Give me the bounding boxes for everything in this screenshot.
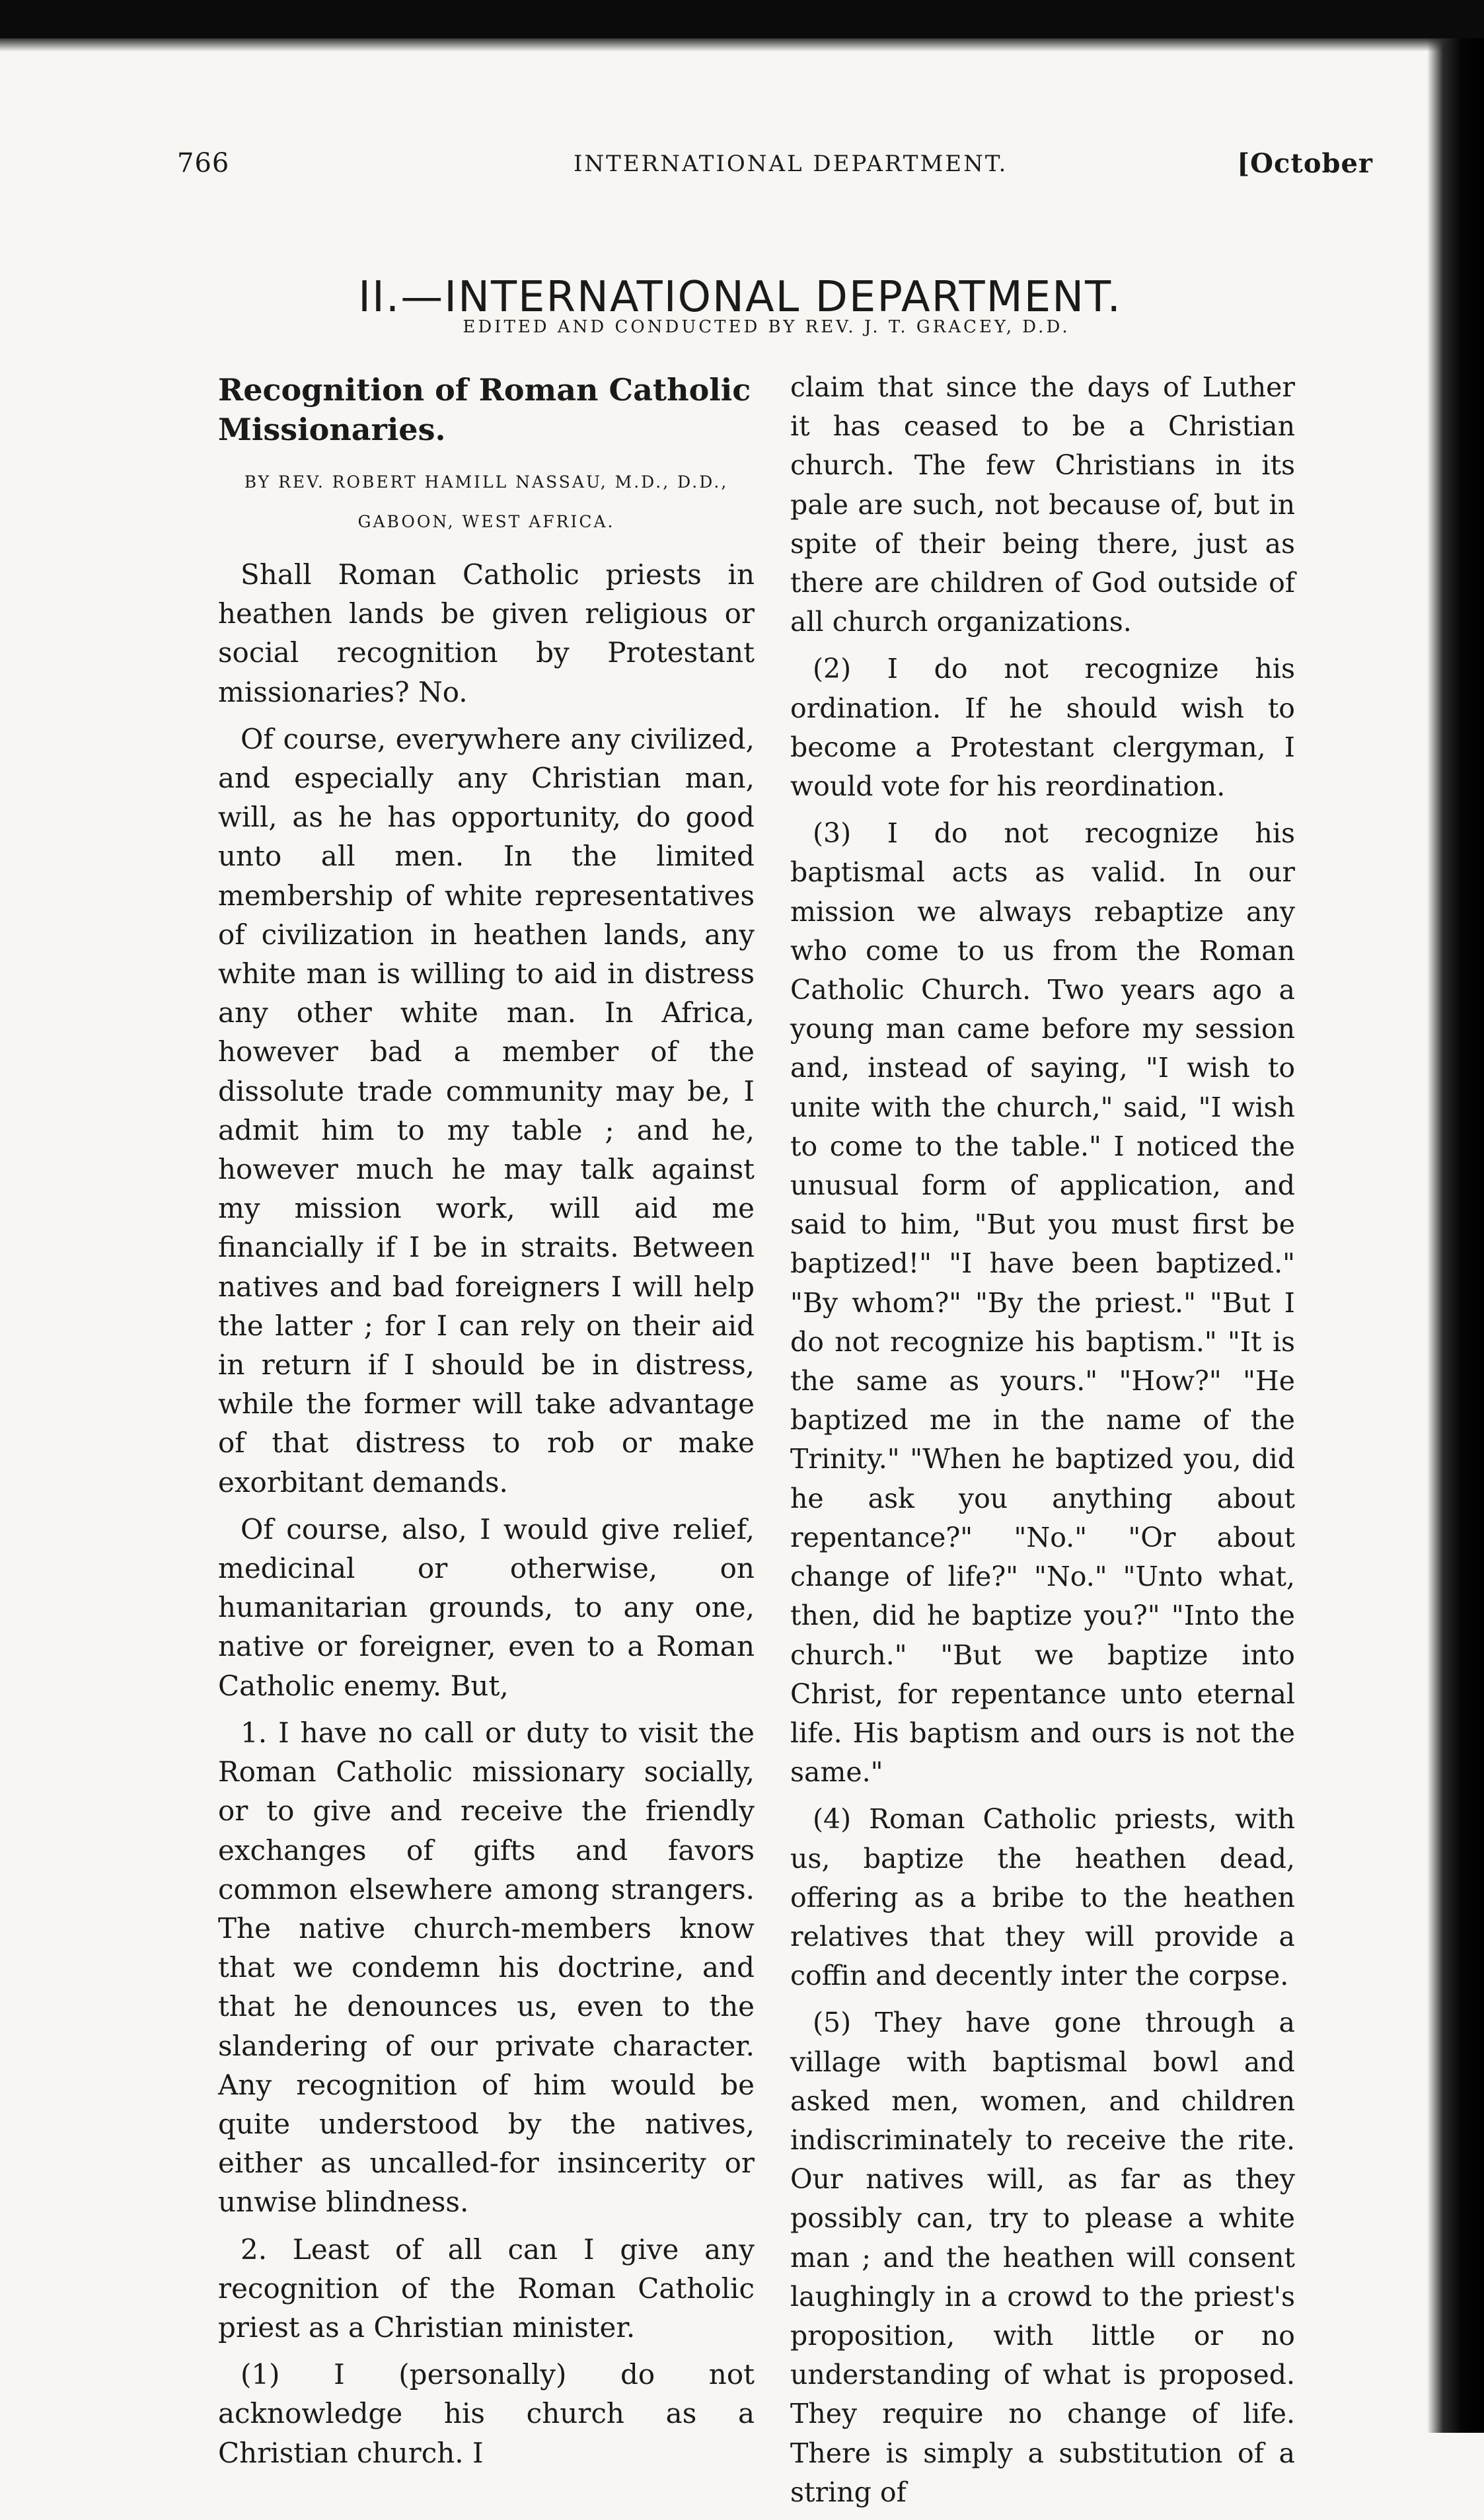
paragraph: 2. Least of all can I give any recognition of the Roman Catholic priest as a Christian minister. <box>218 2233 755 2344</box>
running-title: INTERNATIONAL DEPARTMENT. <box>574 151 1008 177</box>
paragraph: (3) I do not recognize his baptismal acts as valid. In our mission we always rebaptize any who come to us from the Roman Catholic Church. Two years ago a young man came before my session and, instead of saying, "I wish to unite with the church," said, "I wish to come to the table." I noticed the unusual form of application, and said to him, "But you must first be baptized!" "I have been baptized." "By whom?" "By the priest." "But I do not recognize his baptism." "It is the same as yours." "How?" "He baptized me in the name of the Trinity." "When he baptized you, did he ask you anything about repentance?" "No." "Or about change of life?" "No." "Unto what, then, did he baptize you?" "Into the church." "But we baptize into Christ, for repentance unto eternal life. His baptism and ours is not the same." <box>790 817 1295 1789</box>
paragraph: (4) Roman Catholic priests, with us, baptize the heathen dead, offering as a bribe to the heathen relatives that they will provide a coffin and decently inter the corpse. <box>790 1803 1295 1992</box>
scan-edge-right <box>1427 38 1484 2433</box>
article-title: Recognition of Roman Catholic Missionaries. <box>218 372 751 447</box>
paragraph: (1) I (personally) do not acknowledge his church as a Christian church. I <box>218 2358 755 2469</box>
article-byline: BY REV. ROBERT HAMILL NASSAU, M.D., D.D., GABOON, WEST AFRICA. <box>244 472 729 531</box>
left-column <box>218 370 755 2480</box>
paragraph: (5) They have gone through a village with baptismal bowl and asked men, women, and children indiscriminately to receive the rite. Our natives will, as far as they possibly can, try to please a white man ; and the heathen will consent laughingly in a crowd to the priest's proposition, with little or no understanding of what is proposed. They require no change of life. There is simply a substitution of a string of <box>790 2007 1295 2508</box>
section-title: II.—INTERNATIONAL DEPARTMENT. <box>358 272 1122 322</box>
running-month: [October <box>1237 148 1373 179</box>
paragraph: 1. I have no call or duty to visit the Roman Catholic missionary socially, or to give and receive the friendly exchanges of gifts and favors common elsewhere among strangers. The native church-members know that we condemn his doctrine, and that he denounces us, even to the slandering of our private character. Any recognition of him would be quite understood by the natives, either as uncalled-for insincerity or unwise blindness. <box>218 1716 755 2219</box>
page-number: 766 <box>177 148 230 178</box>
paragraph: Shall Roman Catholic priests in heathen lands be given religious or social recognition by Protestant missionaries? No. <box>218 558 755 708</box>
scan-edge-top <box>0 0 1484 38</box>
paragraph: (2) I do not recognize his ordination. If he should wish to become a Protestant clergyman, I would vote for his reordination. <box>790 653 1295 803</box>
paragraph: Of course, everywhere any civilized, and especially any Christian man, will, as he has opportunity, do good unto all men. In the limited membership of white representatives of civilization in heathen lands, any white man is willing to aid in distress any other white man. In Africa, however bad a member of the dissolute trade community may be, I admit him to my table ; and he, however much he may talk against my mission work, will aid me financially if I be in straits. Between natives and bad foreigners I will help the latter ; for I can rely on their aid in return if I should be in distress, while the former will take advantage of that distress to rob or make exorbitant demands. <box>218 722 755 1499</box>
paragraph: claim that since the days of Luther it has ceased to be a Christian church. The few Christians in its pale are such, not because of, but in spite of their being there, just as there are children of God outside of all church organizations. <box>790 371 1295 638</box>
paragraph: Of course, also, I would give relief, medicinal or otherwise, on humanitarian grounds, to any one, native or foreigner, even to a Roman Catholic enemy. But, <box>218 1512 755 1702</box>
editor-line: EDITED AND CONDUCTED BY REV. J. T. GRACEY, D.D. <box>463 317 1070 337</box>
running-head <box>170 148 1373 188</box>
right-column <box>790 368 1295 2520</box>
